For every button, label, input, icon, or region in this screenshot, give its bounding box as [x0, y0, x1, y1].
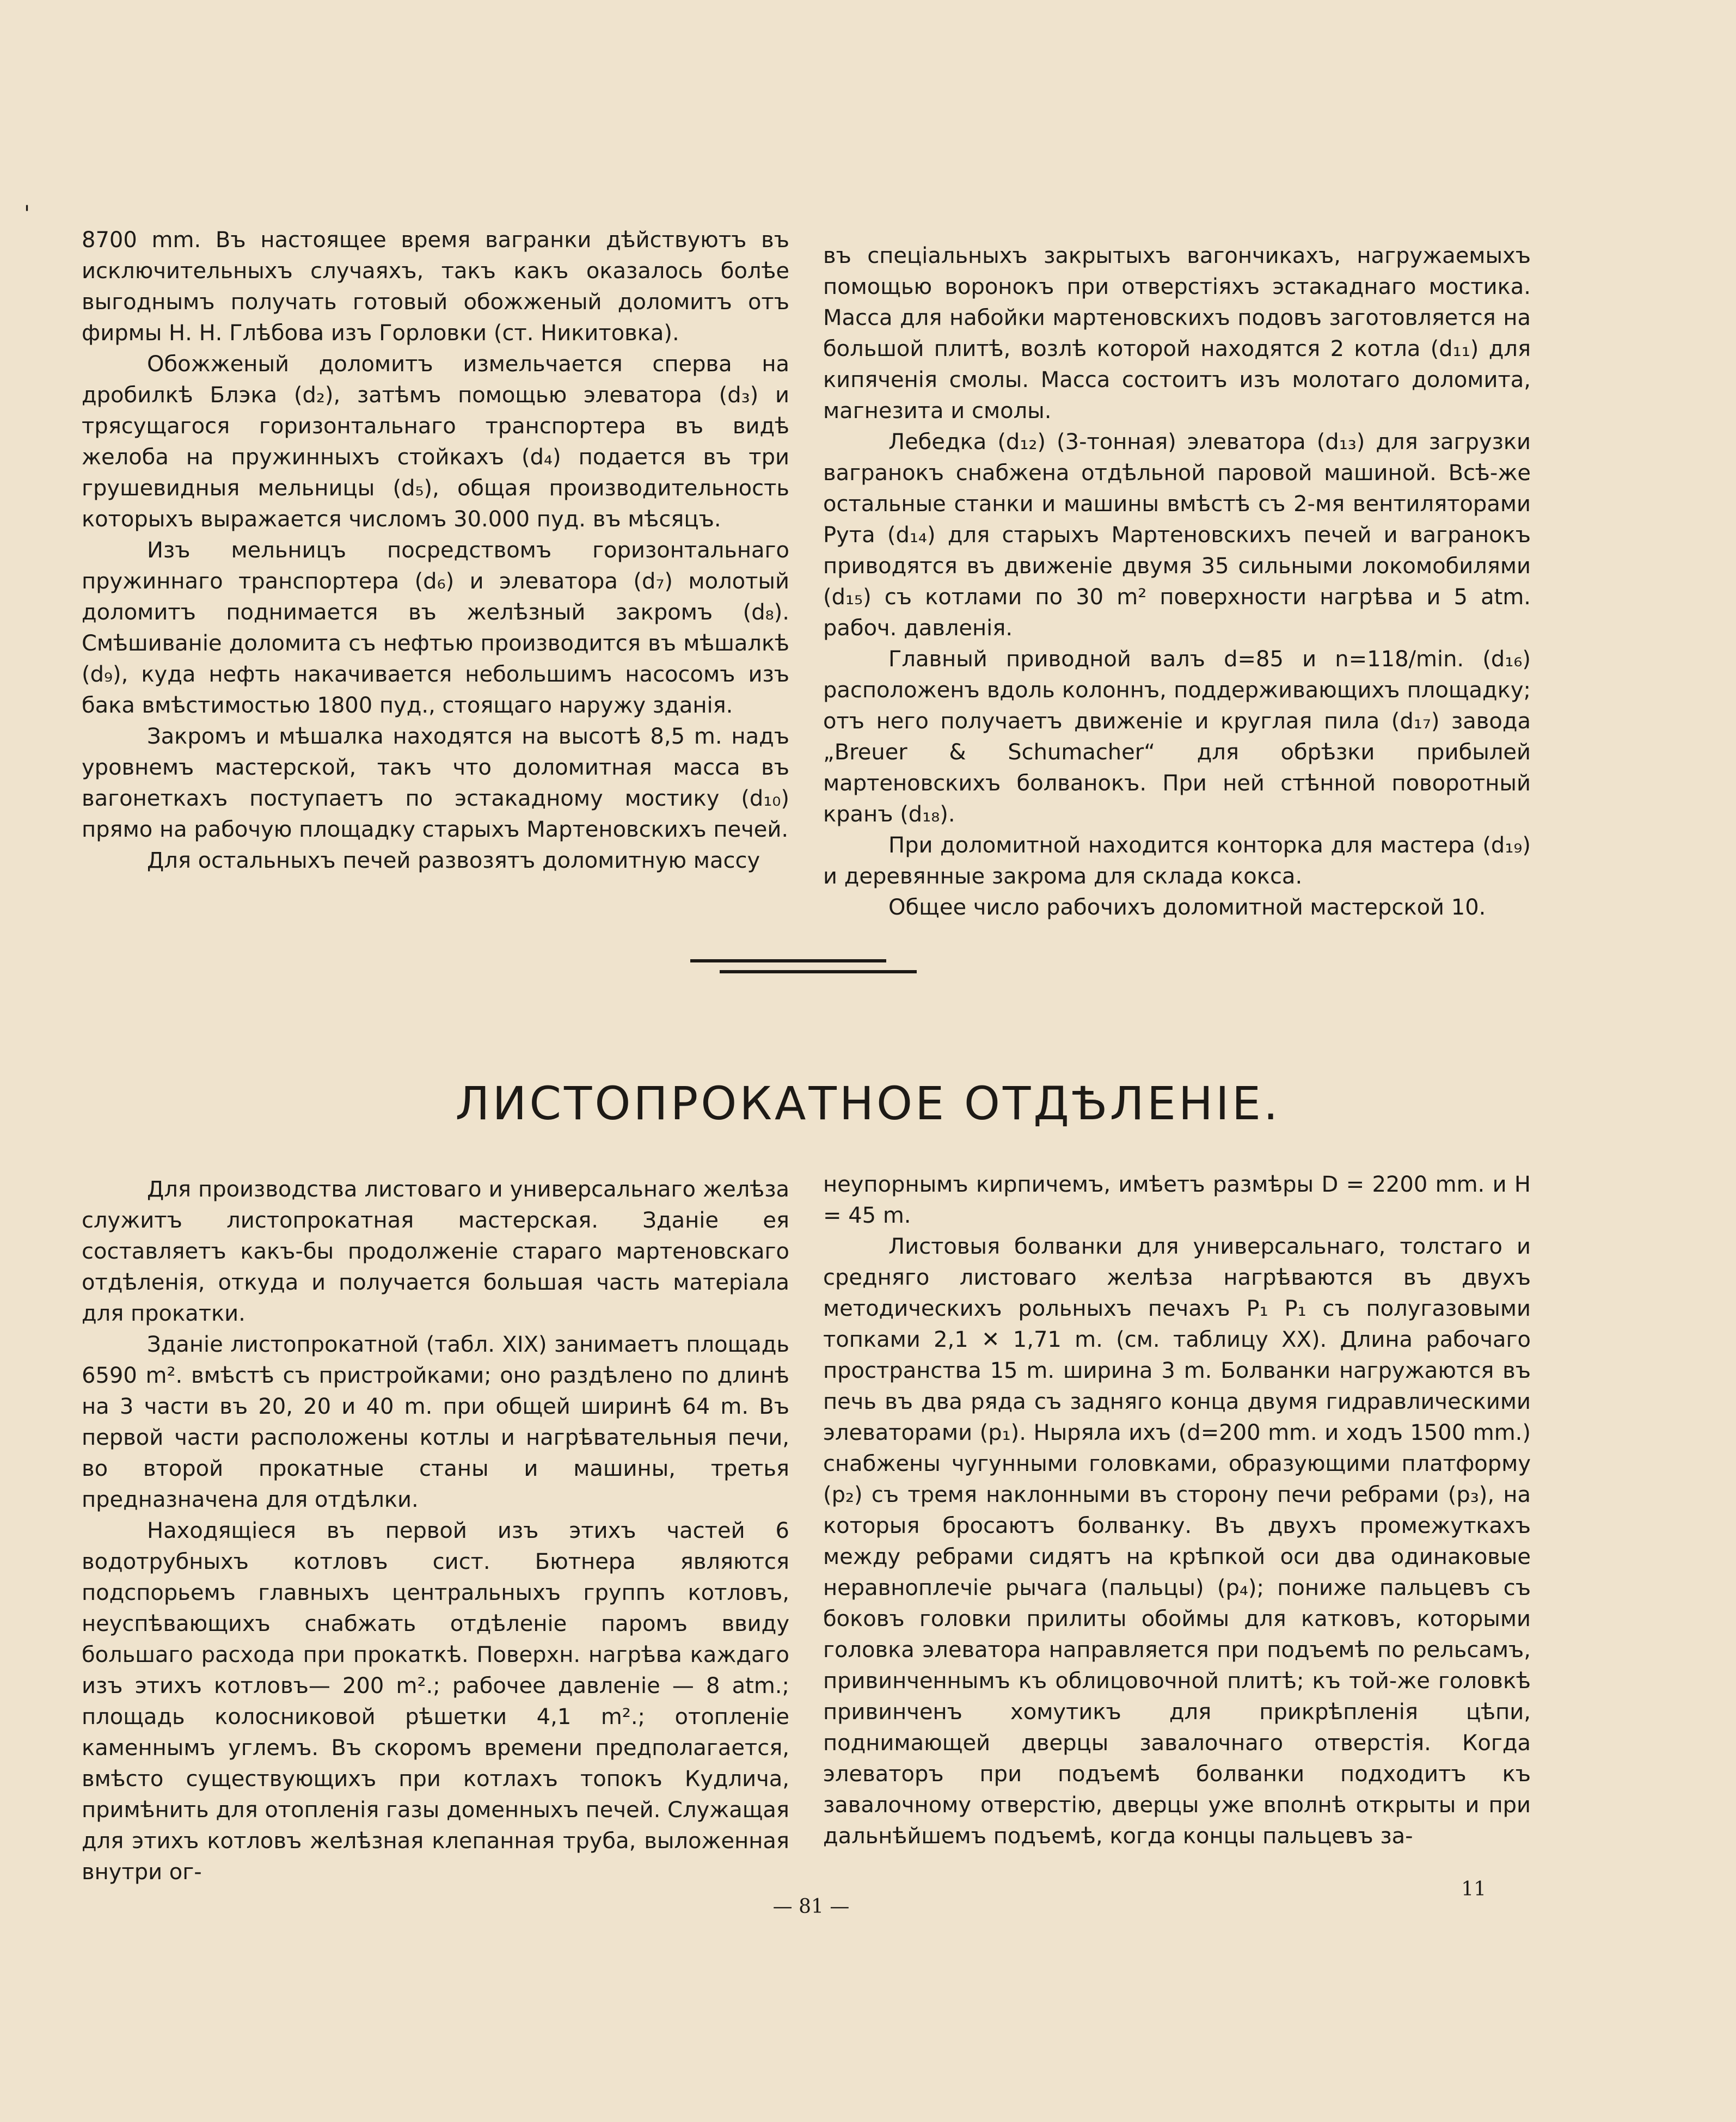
column-top-left — [82, 225, 789, 876]
paragraph: Главный приводной валъ d=85 и n=118/min. (d₁₆) расположенъ вдоль колоннъ, поддерживающихъ площадку; отъ него получаетъ движенiе и круглая пила (d₁₇) завода „Breuer & Schumacher“ для обрѣзки прибылей мартеновскихъ болванокъ. При ней стѣнной поворотный кранъ (d₁₈). — [823, 647, 1531, 827]
column-top-right — [823, 241, 1531, 923]
paragraph: При доломитной находится конторка для мастера (d₁₉) и деревянные закрома для склада кокса. — [823, 833, 1531, 889]
signature-mark: 11 — [1461, 1878, 1486, 1900]
paragraph: Для остальныхъ печей развозятъ доломитную массу — [147, 848, 760, 873]
paragraph: Зданiе листопрокатной (табл. XIX) занимаетъ площадь 6590 m². вмѣстѣ съ пристройками; оно раздѣлено по длинѣ на 3 части въ 20, 20 и 40 m. при общей ширинѣ 64 m. Въ первой части расположены котлы и нагрѣвательныя печи, во второй прокатные станы и машины, третья предназначена для отдѣлки. — [82, 1332, 789, 1512]
paragraph: Лебедка (d₁₂) (3-тонная) элеватора (d₁₃) для загрузки вагранокъ снабжена отдѣльной паровой машиной. Всѣ-же остальные станки и машины вмѣстѣ съ 2-мя вентиляторами Рута (d₁₄) для старыхъ Мартеновскихъ печей и вагранокъ приводятся въ движенiе двумя 35 сильными локомобилями (d₁₅) съ котлами по 30 m² поверхности нагрѣва и 5 atm. рабоч. давленiя. — [823, 430, 1531, 641]
section-divider-rule — [720, 970, 917, 973]
section-divider-rule — [690, 959, 886, 962]
paragraph: въ спецiальныхъ закрытыхъ вагончикахъ, нагружаемыхъ помощью воронокъ при отверстiяхъ эстакаднаго мостика. Масса для набойки мартеновскихъ подовъ заготовляется на большой плитѣ, возлѣ которой находятся 2 котла (d₁₁) для кипяченiя смолы. Масса состоитъ изъ молотаго доломита, магнезита и смолы. — [823, 243, 1531, 424]
margin-mark: ' — [24, 201, 30, 226]
column-bottom-right — [823, 1169, 1531, 1852]
section-title: ЛИСТОПРОКАТНОЕ ОТДѢЛЕНIЕ. — [455, 1077, 1281, 1130]
paragraph: Находящiеся въ первой изъ этихъ частей 6 водотрубныхъ котловъ сист. Бютнера являются подспорьемъ главныхъ центральныхъ группъ котловъ, неуспѣвающихъ снабжать отдѣленiе паромъ ввиду большаго расхода при прокаткѣ. Поверхн. нагрѣва каждаго изъ этихъ котловъ— 200 m².; рабочее давленiе — 8 atm.; площадь колосниковой рѣшетки 4,1 m².; отопленiе каменнымъ углемъ. Въ скоромъ времени предполагается, вмѣсто существующихъ при котлахъ топокъ Кудлича, примѣнить для отопленiя газы доменныхъ печей. Служащая для этихъ котловъ желѣзная клепанная труба, выложенная внутри ог- — [82, 1518, 789, 1885]
paragraph: Обожженый доломитъ измельчается сперва на дробилкѣ Блэка (d₂), затѣмъ помощью элеватора (d₃) и трясущагося горизонтальнаго транспортера въ видѣ желоба на пружинныхъ стойкахъ (d₄) подается въ три грушевидныя мельницы (d₅), общая производительность которыхъ выражается числомъ 30.000 пуд. въ мѣсяцъ. — [82, 352, 789, 532]
paragraph: Общее число рабочихъ доломитной мастерской 10. — [888, 895, 1486, 920]
page-number: — 81 — — [772, 1896, 850, 1918]
column-bottom-left — [82, 1174, 789, 1888]
paragraph: Для производства листоваго и универсальнаго желѣза служитъ листопрокатная мастерская. Зданiе ея составляетъ какъ-бы продолженiе стараго мартеновскаго отдѣленiя, откуда и получается большая часть матерiала для прокатки. — [82, 1177, 789, 1326]
paragraph: Закромъ и мѣшалка находятся на высотѣ 8,5 m. надъ уровнемъ мастерской, такъ что доломитная масса въ вагонеткахъ поступаетъ по эстакадному мостику (d₁₀) прямо на рабочую площадку старыхъ Мартеновскихъ печей. — [82, 724, 789, 842]
paragraph: 8700 mm. Въ настоящее время вагранки дѣйствуютъ въ исключительныхъ случаяхъ, такъ какъ оказалось болѣе выгоднымъ получать готовый обожженый доломитъ отъ фирмы Н. Н. Глѣбова изъ Горловки (ст. Никитовка). — [82, 228, 789, 346]
paragraph: Листовыя болванки для универсальнаго, толстаго и средняго листоваго желѣза нагрѣваются въ двухъ методическихъ рольныхъ печахъ P₁ P₁ съ полугазовыми топками 2,1 ✕ 1,71 m. (см. таблицу XX). Длина рабочаго пространства 15 m. ширина 3 m. Болванки нагружаются въ печь въ два ряда съ задняго конца двумя гидравлическими элеваторами (p₁). Ныряла ихъ (d=200 mm. и ходъ 1500 mm.) снабжены чугунными головками, образующими платформу (p₂) съ тремя наклонными въ сторону печи ребрами (p₃), на которыя бросаютъ болванку. Въ двухъ промежуткахъ между ребрами сидятъ на крѣпкой оси два одинаковые неравноплечiе рычага (пальцы) (p₄); пониже пальцевъ съ боковъ головки прилиты обоймы для катковъ, которыми головка элеватора направляется при подъемѣ по рельсамъ, привинченнымъ къ облицовочной плитѣ; къ той-же головкѣ привинченъ хомутикъ для прикрѣпленiя цѣпи, поднимающей дверцы завалочнаго отверстiя. Когда элеваторъ при подъемѣ болванки подходитъ къ завалочному отверстiю, дверцы уже вполнѣ открыты и при дальнѣйшемъ подъемѣ, когда концы пальцевъ за- — [823, 1234, 1531, 1849]
paragraph: неупорнымъ кирпичемъ, имѣетъ размѣры D = 2200 mm. и H = 45 m. — [823, 1172, 1531, 1228]
paragraph: Изъ мельницъ посредствомъ горизонтальнаго пружиннаго транспортера (d₆) и элеватора (d₇) молотый доломитъ поднимается въ желѣзный закромъ (d₈). Смѣшиванiе доломита съ нефтью производится въ мѣшалкѣ (d₉), куда нефть накачивается небольшимъ насосомъ изъ бака вмѣстимостью 1800 пуд., стоящаго наружу зданiя. — [82, 538, 789, 718]
